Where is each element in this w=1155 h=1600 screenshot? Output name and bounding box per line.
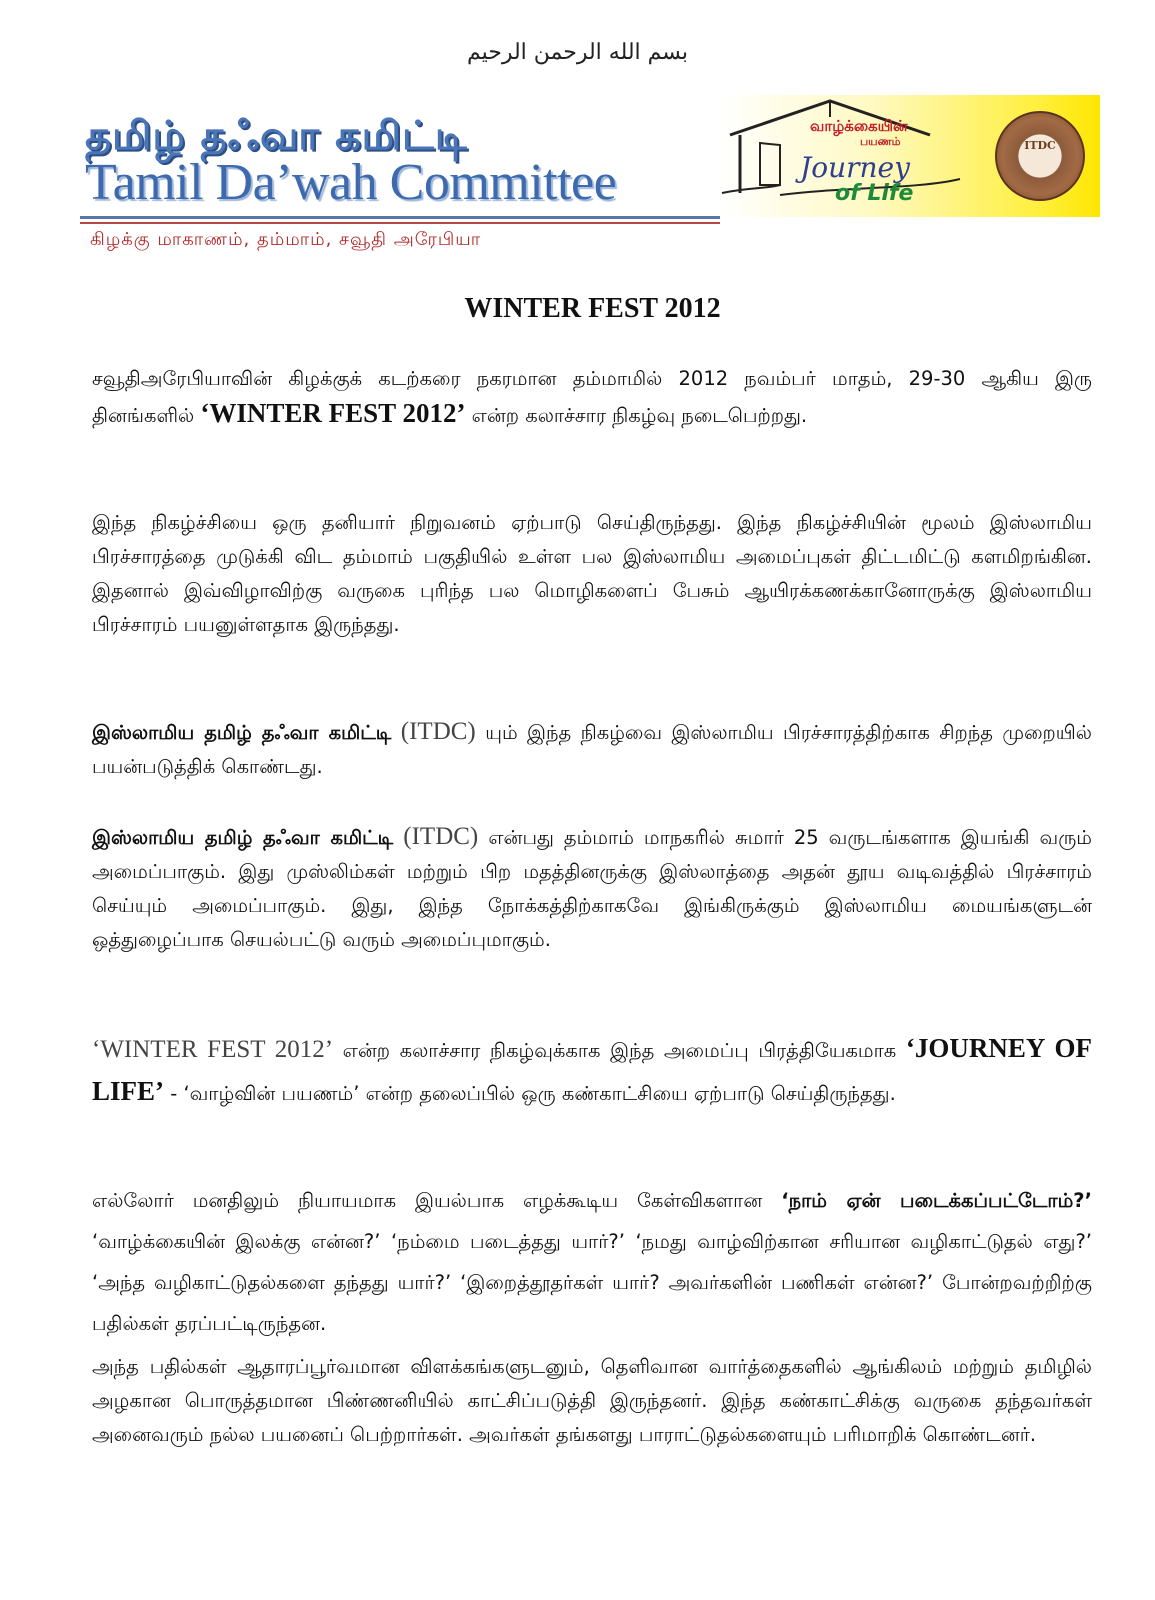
logo-subtitle: கிழக்கு மாகாணம், தம்மாம், சவூதி அரேபியா: [90, 229, 482, 250]
logo-tamil-text: தமிழ் தஃவா கமிட்டி: [85, 113, 468, 159]
paragraph-itdc-about: இஸ்லாமிய தமிழ் தஃவா கமிட்டி (ITDC) என்பது தம்மாம் மாநகரில் சுமார் 25 வருடங்களாக இயங்கி வரும் அமைப்பாகும். இது முஸ்லிம்கள் மற்றும் பிற மதத்தினருக்கு இஸ்லாத்தை அதன் தூய வடிவத்தில் பிரச்சாரம் செய்யும் அமைப்பாகும். இது, இந்த நோக்கத்திற்காகவே இங்கிருக்கும் இஸ்லாமிய மையங்களுடன் ஒத்துழைப்பாக செயல்பட்டு வரும் அமைப்புமாகும்.: [92, 823, 1092, 951]
paragraph-answers: அந்த பதில்கள் ஆதாரப்பூர்வமான விளக்கங்களுடனும், தெளிவான வார்த்தைகளில் ஆங்கிலம் மற்றும் தமிழில் அழகான பொருத்தமான பிண்ணனியில் காட்சிப்படுத்தி இருந்தனர். இந்த கண்காட்சிக்கு வருகை தந்தவர்கள் அனைவரும் நல்ல பயனைப் பெற்றார்கள். அவர்கள் தங்களது பாராட்டுதல்களையும் பரிமாறிக் கொண்டனர்.: [92, 1355, 1092, 1446]
journey-of-life-word: of Life: [835, 181, 914, 206]
journey-tamil-line2: பயணம்: [860, 135, 901, 148]
paragraph-exhibition: ‘WINTER FEST 2012’ என்ற கலாச்சார நிகழ்வுக்காக இந்த அமைப்பு பிரத்தியேகமாக ‘JOURNEY OF LIFE’ - ‘வாழ்வின் பயணம்’ என்ற தலைப்பில் ஒரு கண்காட்சியை ஏற்பாடு செய்திருந்தது.: [92, 1033, 1092, 1106]
paragraph-organizer: இந்த நிகழ்ச்சியை ஒரு தனியார் நிறுவனம் ஏற்பாடு செய்திருந்தது. இந்த நிகழ்ச்சியின் மூலம் இஸ்லாமிய பிரச்சாரத்தை முடுக்கி விட தம்மாம் பகுதியில் உள்ள பல இஸ்லாமிய அமைப்புகள் திட்டமிட்டு களமிறங்கின. இதனால் இவ்விழாவிற்கு வருகை புரிந்த பல மொழிகளைப் பேசும் ஆயிரக்கணக்கானோருக்கு இஸ்லாமிய பிரச்சாரம் பயனுள்ளதாக இருந்தது.: [92, 511, 1092, 636]
bismillah-calligraphy: بسم الله الرحمن الرحيم: [466, 40, 689, 65]
paragraph-questions: எல்லோர் மனதிலும் நியாயமாக இயல்பாக எழக்கூடிய கேள்விகளான ‘நாம் ஏன் படைக்கப்பட்டோம்?’ ‘வாழ்க்கையின் இலக்கு என்ன?’ ‘நம்மை படைத்தது யார்?’ ‘நமது வாழ்விற்கான சரியான வழிகாட்டுதல் எது?’ ‘அந்த வழிகாட்டுதல்களை தந்தது யார்?’ ‘இறைத்தூதர்கள் யார்? அவர்களின் பணிகள் என்ன?’ போன்றவற்றிற்கு பதில்கள் தரப்பட்டிருந்தன.: [92, 1189, 1092, 1335]
seal-text: ITDC: [1024, 139, 1056, 152]
paragraph-itdc-usage: இஸ்லாமிய தமிழ் தஃவா கமிட்டி (ITDC) யும் இந்த நிகழ்வை இஸ்லாமிய பிரச்சாரத்திற்காக சிறந்த முறையில் பயன்படுத்திக் கொண்டது.: [92, 718, 1092, 778]
header-banner: [80, 95, 1100, 265]
itdc-seal-icon: [995, 111, 1085, 201]
journey-tamil-line1: வாழ்க்கையின்: [810, 117, 908, 135]
document-title: WINTER FEST 2012: [464, 293, 721, 324]
journey-of-life-logo: [720, 95, 1100, 217]
logo-divider-red: [80, 222, 720, 224]
logo-divider-blue: [80, 216, 720, 219]
journey-word: Journey: [800, 151, 910, 184]
logo-english-text: Tamil Da’wah Committee: [85, 154, 617, 211]
paragraph-intro: சவூதிஅரேபியாவின் கிழக்குக் கடற்கரை நகரமான தம்மாமில் 2012 நவம்பர் மாதம், 29-30 ஆகிய இரு தினங்களில் ‘WINTER FEST 2012’ என்ற கலாச்சார நிகழ்வு நடைபெற்றது.: [92, 367, 1092, 428]
